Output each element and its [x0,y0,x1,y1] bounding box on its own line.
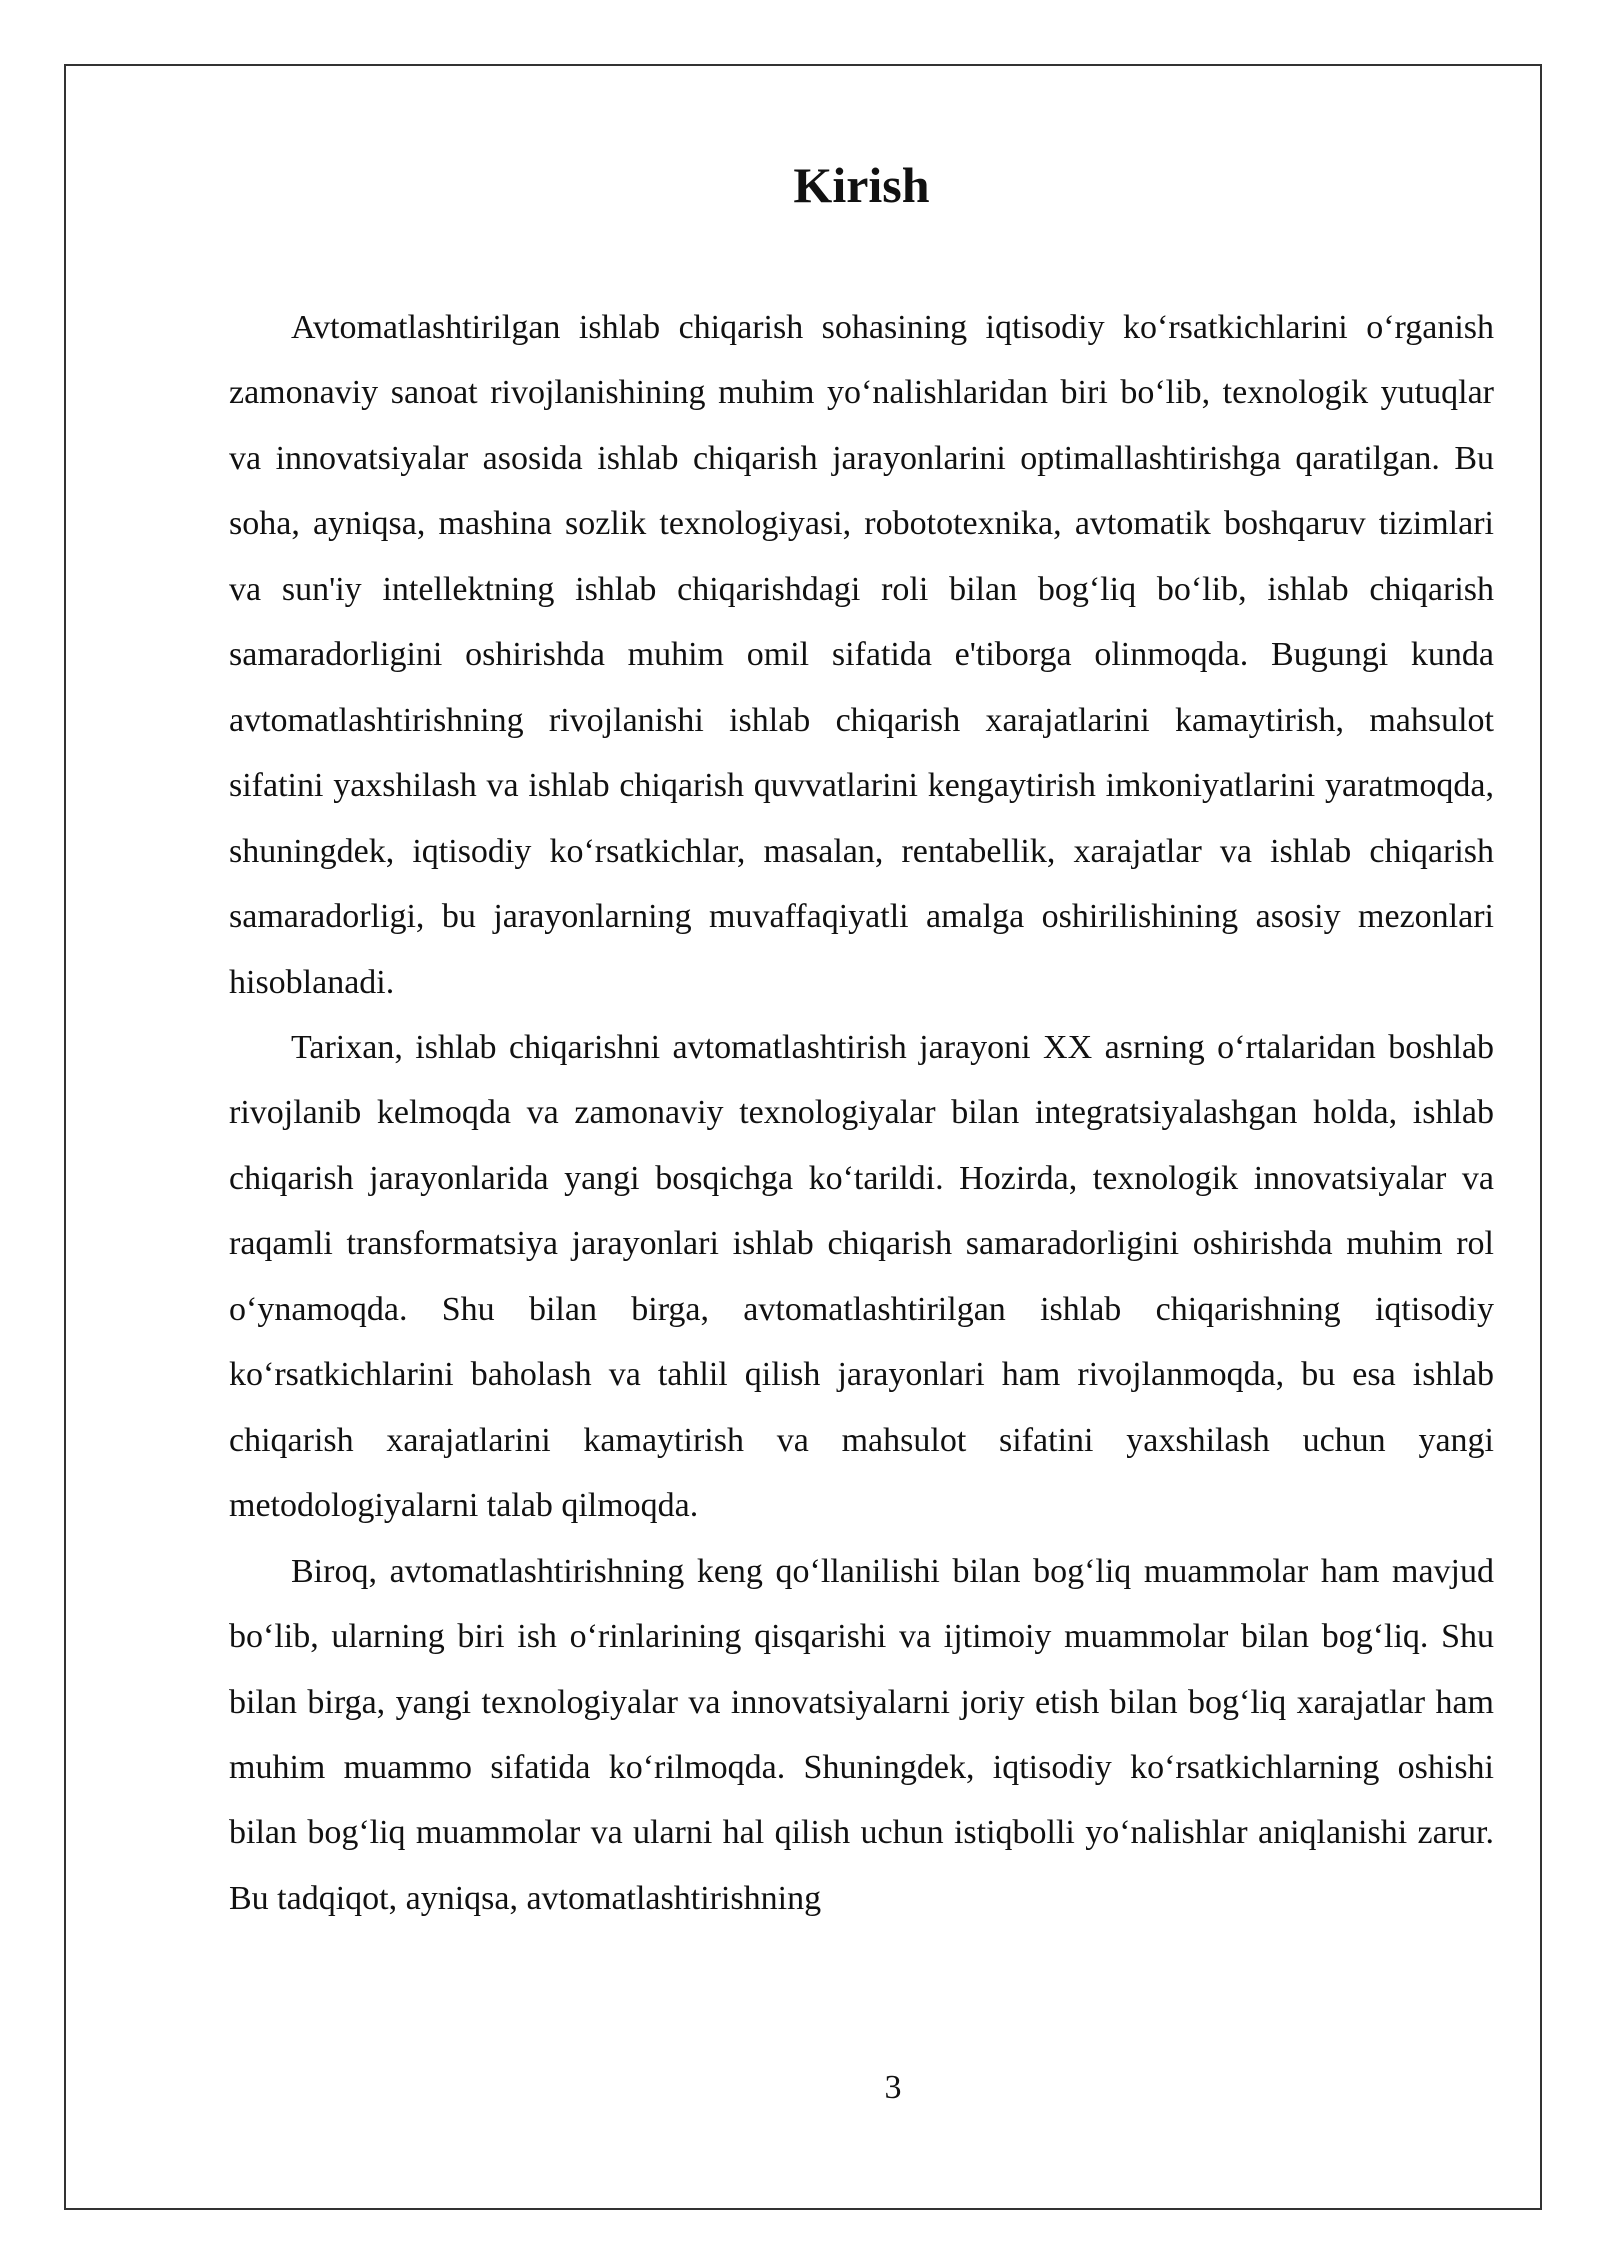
paragraph-1: Avtomatlashtirilgan ishlab chiqarish sohasining iqtisodiy ko‘rsatkichlarini o‘rganish zamonaviy sanoat rivojlanishining muhim yo‘nalishlaridan biri bo‘lib, texnologik yutuqlar va innovatsiyalar asosida ishlab chiqarish jarayonlarini optimallashtirishga qaratilgan. Bu soha, ayniqsa, mashina sozlik texnologiyasi, robototexnika, avtomatik boshqaruv tizimlari va sun'iy intellektning ishlab chiqarishdagi roli bilan bog‘liq bo‘lib, ishlab chiqarish samaradorligini oshirishda muhim omil sifatida e'tiborga olinmoqda. Bugungi kunda avtomatlashtirishning rivojlanishi ishlab chiqarish xarajatlarini kamaytirish, mahsulot sifatini yaxshilash va ishlab chiqarish quvvatlarini kengaytirish imkoniyatlarini yaratmoqda, shuningdek, iqtisodiy ko‘rsatkichlar, masalan, rentabellik, xarajatlar va ishlab chiqarish samaradorligi, bu jarayonlarning muvaffaqiyatli amalga oshirilishining asosiy mezonlari hisoblanadi. [229,309,1494,1001]
document-body [229,150,1494,1931]
page-number: 3 [884,2069,902,2106]
paragraph-3: Biroq, avtomatlashtirishning keng qo‘llanilishi bilan bog‘liq muammolar ham mavjud bo‘lib, ularning biri ish o‘rinlarining qisqarishi va ijtimoiy muammolar bilan bog‘liq. Shu bilan birga, yangi texnologiyalar va innovatsiyalarni joriy etish bilan bog‘liq xarajatlar ham muhim muammo sifatida ko‘rilmoqda. Shuningdek, iqtisodiy ko‘rsatkichlarning oshishi bilan bog‘liq muammolar va ularni hal qilish uchun istiqbolli yo‘nalishlar aniqlanishi zarur. Bu tadqiqot, ayniqsa, avtomatlashtirishning [229,1552,1494,1917]
page-title: Kirish [793,157,930,213]
paragraph-2: Tarixan, ishlab chiqarishni avtomatlashtirish jarayoni XX asrning o‘rtalaridan boshlab rivojlanib kelmoqda va zamonaviy texnologiyalar bilan integratsiyalashgan holda, ishlab chiqarish jarayonlarida yangi bosqichga ko‘tarildi. Hozirda, texnologik innovatsiyalar va raqamli transformatsiya jarayonlari ishlab chiqarish samaradorligini oshirishda muhim rol o‘ynamoqda. Shu bilan birga, avtomatlashtirilgan ishlab chiqarishning iqtisodiy ko‘rsatkichlarini baholash va tahlil qilish jarayonlari ham rivojlanmoqda, bu esa ishlab chiqarish xarajatlarini kamaytirish va mahsulot sifatini yaxshilash uchun yangi metodologiyalarni talab qilmoqda. [229,1028,1494,1525]
